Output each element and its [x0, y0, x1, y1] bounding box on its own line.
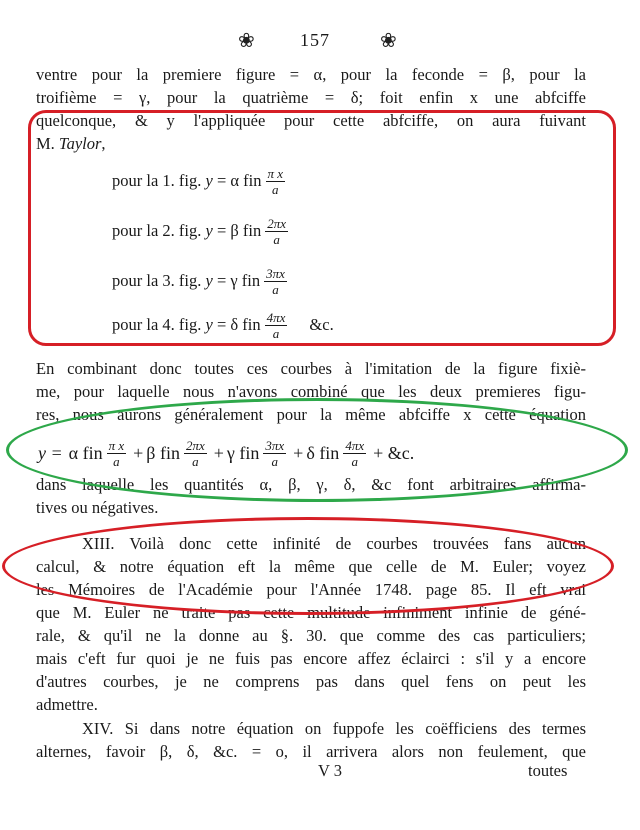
formula-tail: &c.	[309, 315, 334, 334]
equation-tail: + &c.	[373, 442, 415, 463]
section-13-line: mais c'eft fur quoi je ne fuis pas encore affez éclairci : s'il y a encore	[36, 649, 586, 668]
fraction-numerator: 3πx	[265, 437, 285, 453]
formula-coefficient: γ	[230, 271, 238, 290]
formula-y: y	[205, 315, 213, 334]
paragraph-line: dans laquelle les quantités α, β, γ, δ, &c font arbitraires affirma-	[36, 475, 586, 494]
red-highlight-box	[28, 110, 616, 346]
section-13-line: rale, & qu'il ne la donne au §. 30. que comme des cas particuliers;	[36, 626, 586, 645]
intro-line: quelconque, & y l'appliquée pour cette abfciffe, on aura fuivant	[36, 111, 586, 130]
equation-lhs: y =	[38, 442, 63, 463]
term-coefficient: γ	[226, 442, 235, 463]
paragraph-line: res, nous aurons généralement pour la même abfciffe x cette équation	[36, 405, 586, 424]
section-14-line: XIV. Si dans notre équation on fuppofe les coëfficiens des termes	[82, 719, 586, 738]
term-sign: +	[213, 442, 224, 463]
fraction-numerator: 3πx	[266, 265, 285, 281]
green-highlight-oval	[6, 398, 628, 502]
term-function: fin	[239, 442, 260, 463]
paragraph-line: me, pour laquelle nous n'avons combiné que les deux premieres figu-	[36, 382, 586, 401]
formula-equals: =	[216, 171, 227, 190]
section-13-line: que M. Euler ne traite pas cette multitude infiniment infinie de géné-	[36, 603, 586, 622]
paragraph-line: En combinant donc toutes ces courbes à l'imitation de la figure fixiè-	[36, 359, 586, 378]
term-coefficient: δ	[306, 442, 315, 463]
intro-line: ventre pour la premiere figure = α, pour la feconde = β, pour la	[36, 65, 586, 84]
fraction-denominator: a	[273, 231, 280, 247]
formula-coefficient: β	[230, 221, 239, 240]
term-coefficient: α	[68, 442, 79, 463]
taylor-prefix: M.	[36, 134, 55, 153]
red-highlight-oval	[2, 517, 614, 615]
formula-function: fin	[242, 315, 261, 334]
term-coefficient: β	[146, 442, 156, 463]
formula-lead: pour la 2. fig.	[112, 221, 202, 240]
section-13-line: XIII. Voilà donc cette infinité de courbes trouvées fans aucun	[82, 534, 586, 553]
formula-equals: =	[216, 315, 227, 334]
section-13-line: calcul, & notre équation eft la même que celle de M. Euler; voyez	[36, 557, 586, 576]
fraction-numerator: 4πx	[345, 437, 365, 453]
formula-equals: =	[216, 271, 227, 290]
formula-equals: =	[216, 221, 227, 240]
fraction-denominator: a	[271, 453, 279, 469]
taylor-name: Taylor	[58, 134, 102, 153]
page-header	[0, 28, 640, 52]
fraction-denominator: a	[272, 325, 280, 341]
fraction-denominator: a	[351, 453, 358, 469]
term-function: fin	[159, 442, 180, 463]
taylor-suffix: ,	[101, 134, 106, 153]
fraction-numerator: π x	[108, 437, 125, 453]
intro-line: troifième = γ, pour la quatrième = δ; foit enfin x une abfciffe	[36, 88, 586, 107]
fraction-numerator: π x	[267, 165, 284, 181]
fraction-denominator: a	[272, 181, 279, 197]
right-ornament-icon: ❀	[380, 30, 397, 52]
fraction-numerator: 2πx	[185, 437, 205, 453]
signature-mark: V 3	[318, 761, 342, 780]
formula-lead: pour la 4. fig.	[112, 315, 202, 334]
fraction-denominator: a	[272, 281, 279, 297]
fraction-numerator: 2πx	[267, 215, 287, 231]
formula-coefficient: α	[230, 171, 240, 190]
term-function: fin	[319, 442, 340, 463]
paragraph-line: tives ou négatives.	[36, 498, 159, 517]
fraction-denominator: a	[113, 453, 120, 469]
formula-function: fin	[242, 221, 262, 240]
fraction-numerator: 4πx	[266, 309, 286, 325]
formula-coefficient: δ	[230, 315, 239, 334]
term-sign: +	[293, 442, 304, 463]
formula-y: y	[205, 221, 213, 240]
term-sign: +	[133, 442, 144, 463]
section-14-line: alternes, favoir β, δ, &c. = o, il arrivera alors non feulement, que	[36, 742, 586, 761]
left-ornament-icon: ❀	[238, 30, 255, 52]
section-13-line: d'autres courbes, je ne comprens pas dans quel fens on peut les	[36, 672, 586, 691]
section-13-line: les Mémoires de l'Académie pour l'Année 1748. page 85. Il eft vrai	[36, 580, 586, 599]
formula-y: y	[205, 171, 213, 190]
page-number: 157	[300, 30, 330, 50]
fraction-denominator: a	[192, 453, 199, 469]
formula-y: y	[205, 271, 213, 290]
term-function: fin	[82, 442, 103, 463]
section-13-line: admettre.	[36, 695, 98, 714]
formula-function: fin	[243, 171, 262, 190]
formula-function: fin	[241, 271, 261, 290]
catchword: toutes	[528, 761, 568, 780]
formula-lead: pour la 1. fig.	[112, 171, 202, 190]
formula-lead: pour la 3. fig.	[112, 271, 202, 290]
